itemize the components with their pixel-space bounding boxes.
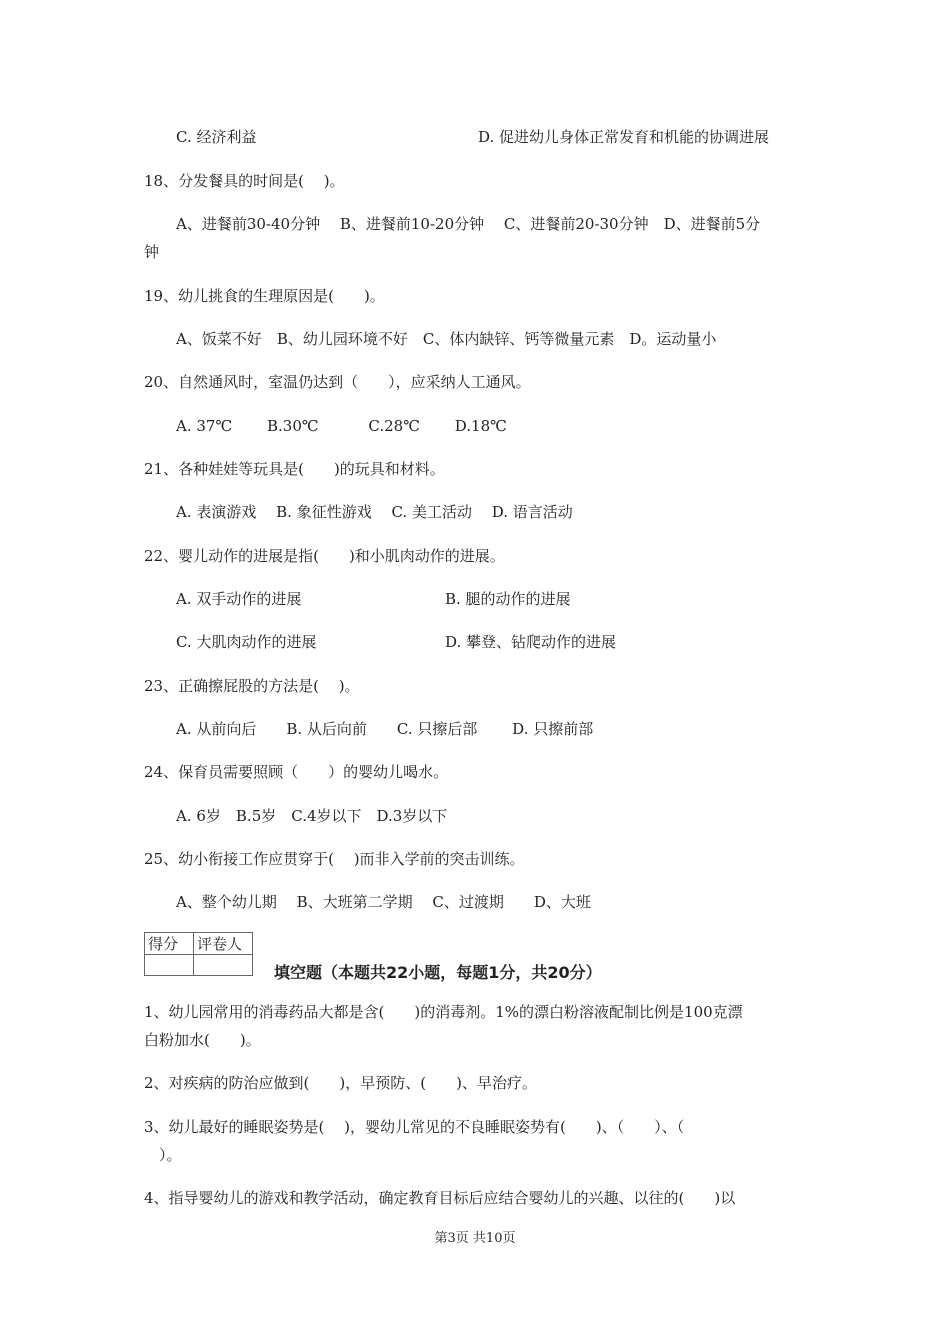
q17-option-d: D. 促进幼儿身体正常发育和机能的协调进展 [478, 128, 770, 146]
page-footer: 第3页 共10页 [434, 1231, 516, 1246]
q19-text: 19、幼儿挑食的生理原因是( )。 [144, 287, 385, 305]
q18-text: 18、分发餐具的时间是( )。 [144, 172, 345, 190]
q21-text: 21、各种娃娃等玩具是( )的玩具和材料。 [144, 460, 445, 478]
fill-q1-text: 1、幼儿园常用的消毒药品大都是含( )的消毒剂。1%的漂白粉溶液配制比例是100克漂 [144, 1003, 743, 1021]
q22-option-c: C. 大肌肉动作的进展 [176, 633, 317, 651]
q25-options: A、整个幼儿期 B、大班第二学期 C、过渡期 D、大班 [176, 893, 591, 911]
fill-q1-text-continued: 白粉加水( )。 [144, 1031, 261, 1049]
q20-options: A. 37℃ B.30℃ C.28℃ D.18℃ [176, 417, 507, 435]
reviewer-cell [194, 955, 253, 976]
q20-text: 20、自然通风时，室温仍达到（ ），应采纳人工通风。 [144, 373, 531, 391]
section-title: 填空题（本题共22小题，每题1分，共20分） [274, 963, 602, 982]
fill-q3-text: 3、幼儿最好的睡眠姿势是( )，婴幼儿常见的不良睡眠姿势有( )、（ ）、（ [144, 1118, 685, 1136]
q18-options-continued: 钟 [144, 243, 160, 261]
score-header: 得分 [145, 933, 194, 955]
q22-option-d: D. 攀登、钻爬动作的进展 [445, 633, 617, 651]
q24-text: 24、保育员需要照顾（ ）的婴幼儿喝水。 [144, 763, 449, 781]
q23-text: 23、正确擦屁股的方法是( )。 [144, 677, 360, 695]
q25-text: 25、幼小衔接工作应贯穿于( )而非入学前的突击训练。 [144, 850, 525, 868]
fill-q3-text-continued: ）。 [144, 1146, 182, 1164]
q24-options: A. 6岁 B.5岁 C.4岁以下 D.3岁以下 [176, 807, 448, 825]
q22-text: 22、婴儿动作的进展是指( )和小肌肉动作的进展。 [144, 547, 505, 565]
q23-options: A. 从前向后 B. 从后向前 C. 只擦后部 D. 只擦前部 [176, 720, 594, 738]
fill-q4-text: 4、指导婴幼儿的游戏和教学活动，确定教育目标后应结合婴幼儿的兴趣、以往的( )以 [144, 1189, 736, 1207]
q22-option-a: A. 双手动作的进展 [176, 590, 302, 608]
q21-options: A. 表演游戏 B. 象征性游戏 C. 美工活动 D. 语言活动 [176, 503, 573, 521]
fill-q2-text: 2、对疾病的防治应做到( )，早预防、( )、早治疗。 [144, 1074, 537, 1092]
q19-options: A、饭菜不好 B、幼儿园环境不好 C、体内缺锌、钙等微量元素 D。运动量小 [176, 330, 717, 348]
q17-option-c: C. 经济利益 [176, 128, 257, 146]
reviewer-header: 评卷人 [194, 933, 253, 955]
q22-option-b: B. 腿的动作的进展 [445, 590, 571, 608]
score-cell [145, 955, 194, 976]
q18-options: A、进餐前30-40分钟 B、进餐前10-20分钟 C、进餐前20-30分钟 D、进餐前5分 [176, 215, 761, 233]
score-table [144, 932, 253, 976]
